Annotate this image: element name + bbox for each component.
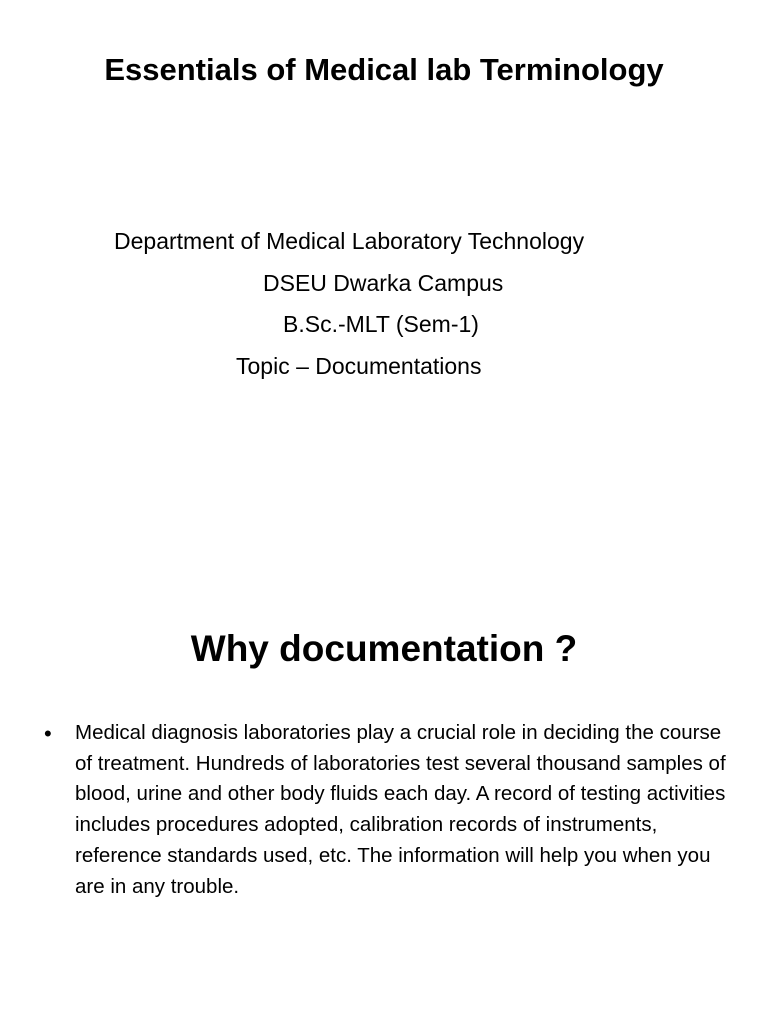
content-slide xyxy=(0,512,768,1024)
slide-title: Essentials of Medical lab Terminology xyxy=(104,52,664,87)
slide-heading: Why documentation ? xyxy=(190,628,578,669)
subtitle-campus: DSEU Dwarka Campus xyxy=(263,270,504,296)
subtitle-course: B.Sc.-MLT (Sem-1) xyxy=(283,311,479,337)
subtitle-department: Department of Medical Laboratory Technology xyxy=(114,228,585,254)
subtitle-topic: Topic – Documentations xyxy=(236,353,482,379)
bullet-list xyxy=(40,718,730,902)
bullet-item: Medical diagnosis laboratories play a crucial role in deciding the course of treatment. Hundreds of laboratories test several thousand samples of blood, urine and other body fluids each day. A record of testing activities includes procedures adopted, calibration records of instruments, reference standards used, etc. The information will help you when you are in any trouble. xyxy=(75,721,726,898)
bullet-icon: • xyxy=(44,721,52,746)
